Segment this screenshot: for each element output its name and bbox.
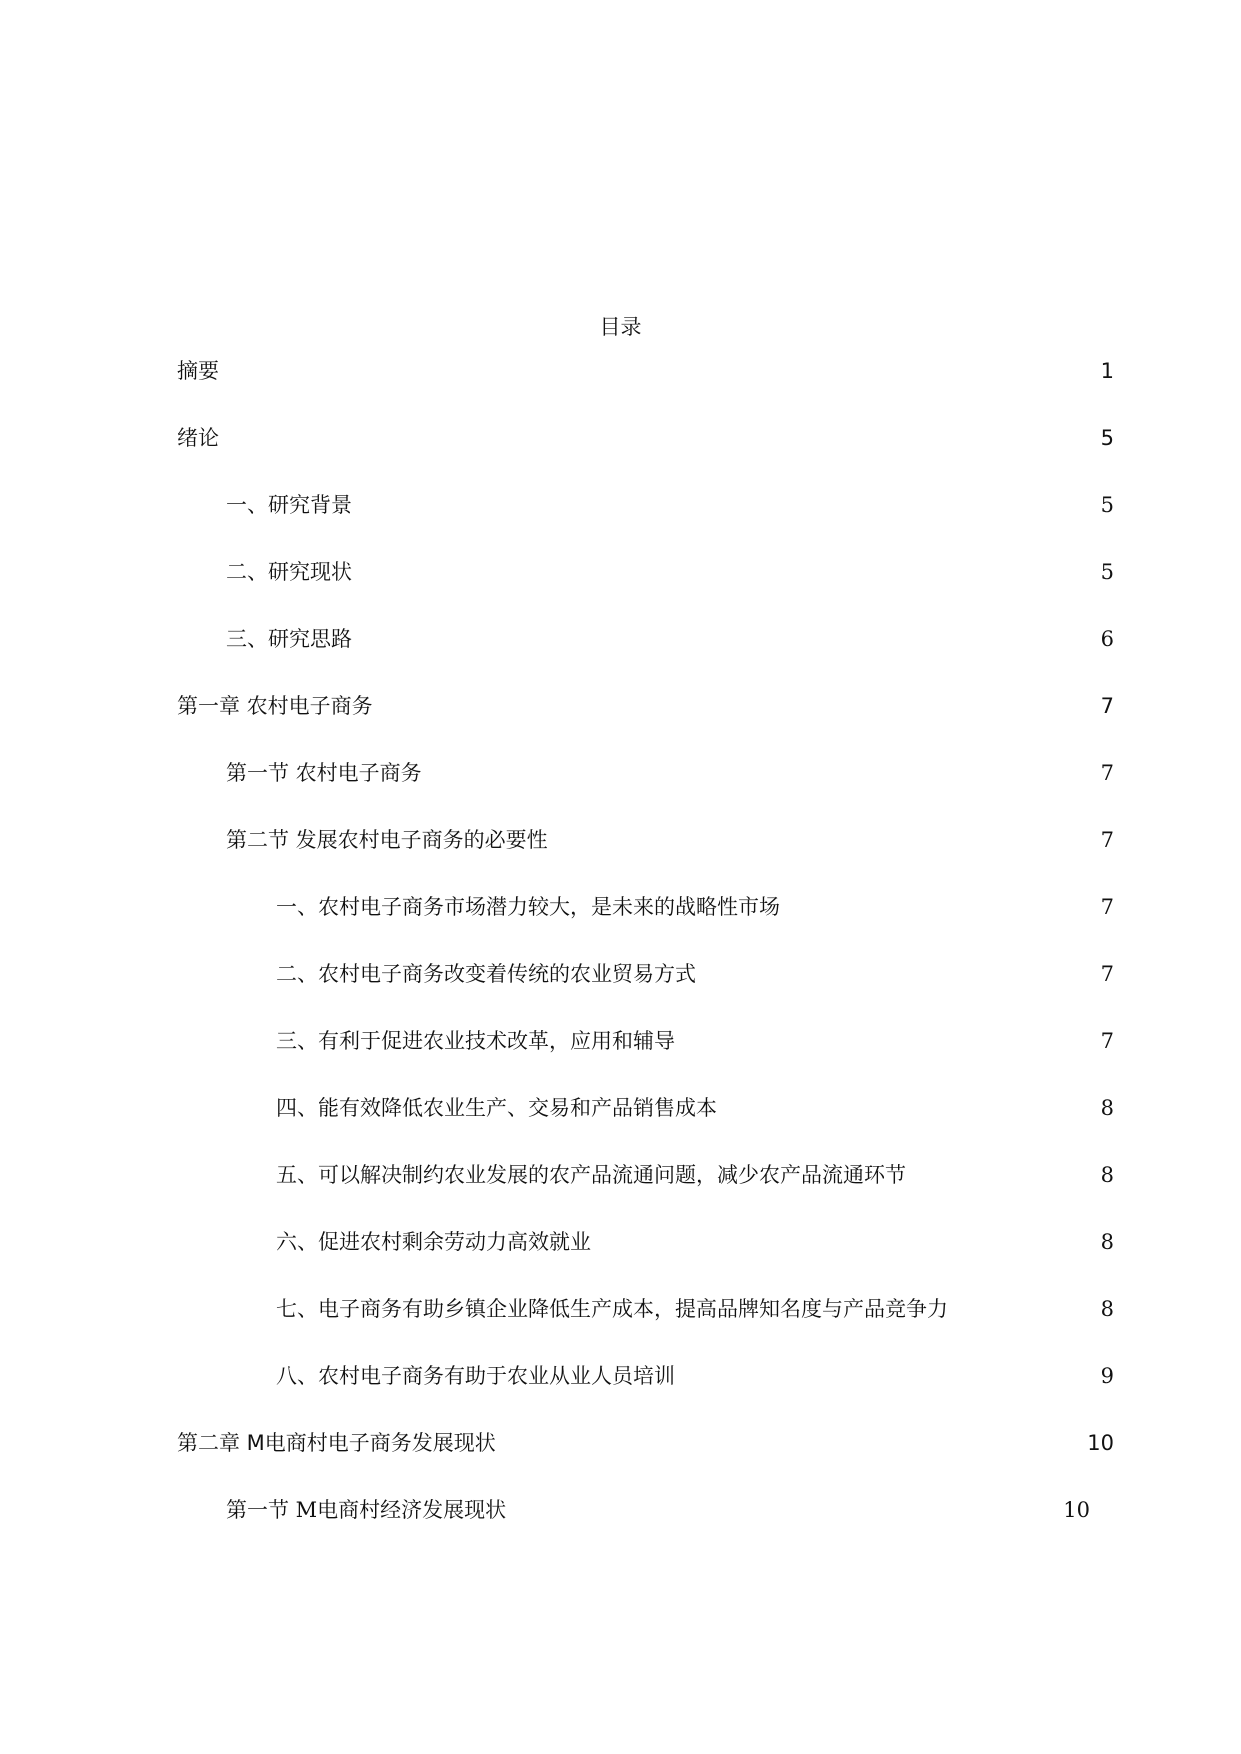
toc-entry-page: 5 xyxy=(1100,493,1114,517)
toc-entry[interactable] xyxy=(226,622,1114,656)
toc-entry[interactable] xyxy=(276,957,1114,991)
toc-entry-label: 二、研究现状 xyxy=(226,560,352,584)
toc-entry-page: 7 xyxy=(1100,1029,1114,1053)
toc-entry[interactable] xyxy=(226,488,1114,522)
toc-entry-page: 7 xyxy=(1100,694,1114,718)
toc-entry-label: 六、促进农村剩余劳动力高效就业 xyxy=(276,1230,591,1254)
toc-entry[interactable] xyxy=(276,1292,1114,1326)
toc-entry-label: 摘要 xyxy=(177,359,219,383)
toc-entry-abstract[interactable] xyxy=(177,354,1114,388)
toc-entry-page: 6 xyxy=(1100,627,1114,651)
toc-entry[interactable] xyxy=(276,1158,1114,1192)
toc-entry-label: 一、研究背景 xyxy=(226,493,352,517)
toc-entry-label: 二、农村电子商务改变着传统的农业贸易方式 xyxy=(276,962,696,986)
toc-entry-page: 7 xyxy=(1100,828,1114,852)
toc-entry-label: 第一章 农村电子商务 xyxy=(177,694,373,718)
toc-entry-page: 10 xyxy=(1063,1498,1090,1522)
toc-entry-label: 三、有利于促进农业技术改革，应用和辅导 xyxy=(276,1029,675,1053)
toc-entry-introduction[interactable] xyxy=(177,421,1114,455)
toc-entry-label: 第二节 发展农村电子商务的必要性 xyxy=(226,828,548,852)
toc-entry-page: 9 xyxy=(1100,1364,1114,1388)
toc-entry[interactable] xyxy=(276,1091,1114,1125)
toc-entry-label: 第一节 农村电子商务 xyxy=(226,761,422,785)
toc-entry-page: 7 xyxy=(1100,761,1114,785)
toc-entry-page: 8 xyxy=(1100,1096,1114,1120)
toc-entry-page: 7 xyxy=(1100,962,1114,986)
toc-entry-page: 1 xyxy=(1100,359,1114,383)
toc-entry-chapter-1[interactable] xyxy=(177,689,1114,723)
toc-entry-page: 5 xyxy=(1100,426,1114,450)
toc-entry-chapter-2[interactable] xyxy=(177,1426,1114,1460)
toc-entry-label: 四、能有效降低农业生产、交易和产品销售成本 xyxy=(276,1096,717,1120)
toc-entry-label: 七、电子商务有助乡镇企业降低生产成本，提高品牌知名度与产品竞争力 xyxy=(276,1297,948,1321)
toc-title: 目录 xyxy=(599,315,642,339)
toc-entry[interactable] xyxy=(276,1359,1114,1393)
toc-entry[interactable] xyxy=(276,1024,1114,1058)
toc-entry-label: 八、农村电子商务有助于农业从业人员培训 xyxy=(276,1364,675,1388)
toc-entry-label: 三、研究思路 xyxy=(226,627,352,651)
toc-entry-page: 8 xyxy=(1100,1230,1114,1254)
toc-entry[interactable] xyxy=(226,756,1114,790)
toc-entry-label: 绪论 xyxy=(177,426,219,450)
toc-entry-page: 8 xyxy=(1100,1297,1114,1321)
toc-entry[interactable] xyxy=(226,823,1114,857)
toc-entry-label: 第一节 M电商村经济发展现状 xyxy=(226,1498,507,1522)
toc-entry-page: 5 xyxy=(1100,560,1114,584)
toc-entry-label: 一、农村电子商务市场潜力较大，是未来的战略性市场 xyxy=(276,895,780,919)
toc-entry-label: 第二章 M电商村电子商务发展现状 xyxy=(177,1431,496,1455)
toc-entry-label: 五、可以解决制约农业发展的农产品流通问题，减少农产品流通环节 xyxy=(276,1163,906,1187)
toc-entry[interactable] xyxy=(276,890,1114,924)
toc-entry[interactable] xyxy=(226,555,1114,589)
toc-entry-page: 8 xyxy=(1100,1163,1114,1187)
toc-entry[interactable] xyxy=(226,1493,1090,1527)
toc-entry[interactable] xyxy=(276,1225,1114,1259)
toc-entry-page: 10 xyxy=(1087,1431,1114,1455)
toc-entry-page: 7 xyxy=(1100,895,1114,919)
